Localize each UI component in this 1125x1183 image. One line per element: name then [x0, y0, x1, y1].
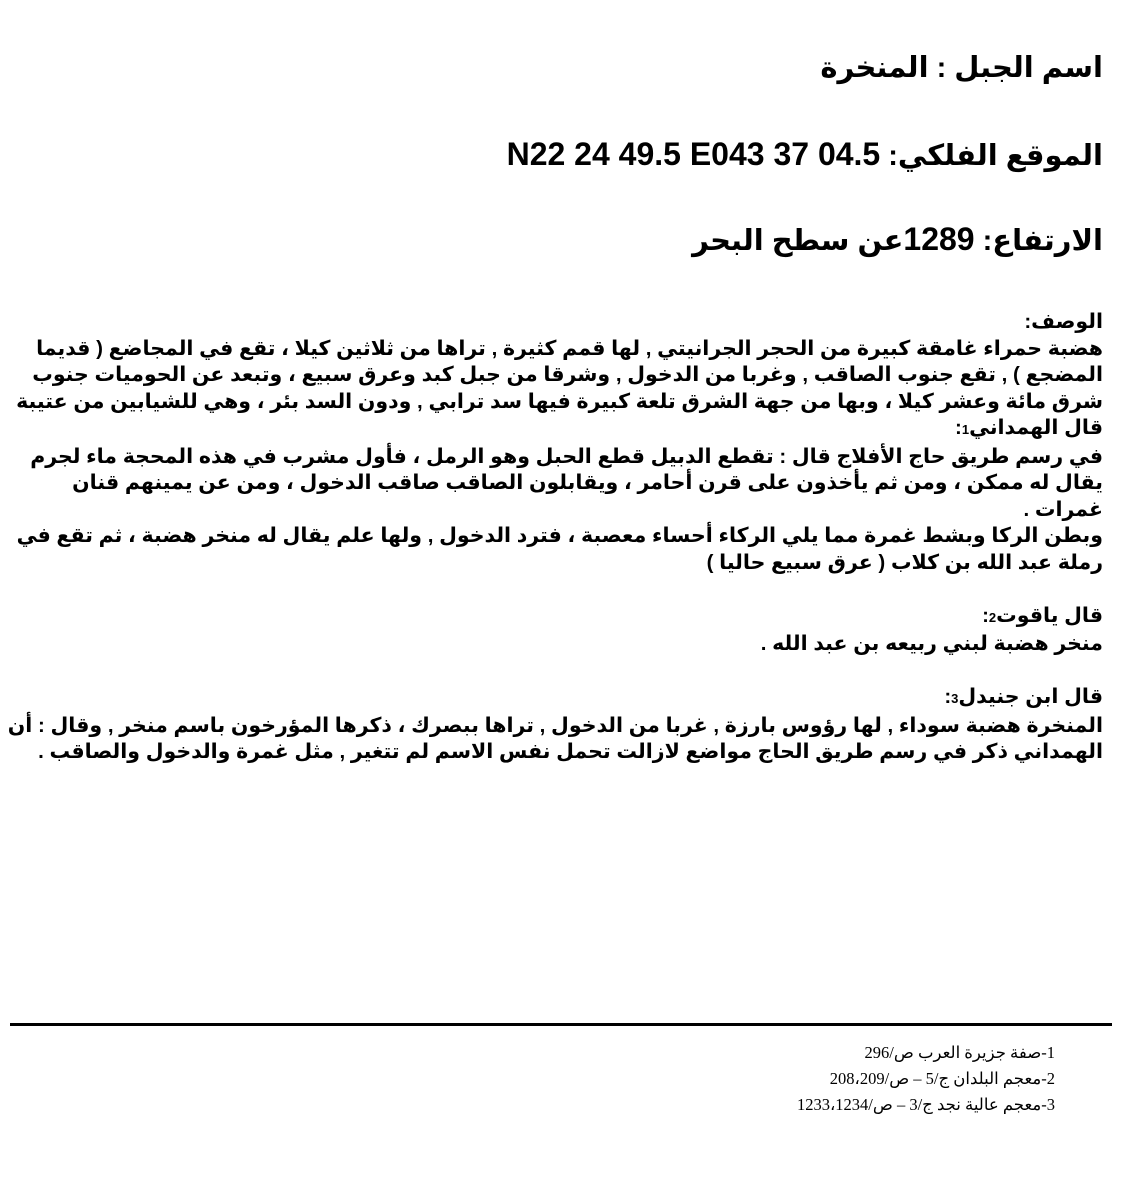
yaqut-label-colon: :: [982, 603, 989, 627]
yaqut-label: [2, 603, 1103, 632]
yaqut-ref: 2: [988, 609, 997, 625]
description-paragraph: هضبة حمراء غامقة كبيرة من الحجر الجرانيتي , لها قمم كثيرة , تراها من ثلاثين كيلا ، تقع في المجاضع ( قديما المضجع ) , تقع جنوب الصاقب , وغربا من الدخول , وشرقا من جبل كبد وعرق سبيع ، وتبعد عن الحوميات جنوب شرق مائة وعشر كيلا ، وبها من جهة الشرق تلعة كبيرة فيها سد ترابي , ودون السد بئر ، وهي للشيابين من عتيبة: [16, 336, 1103, 413]
hamdani-paragraph-1: في رسم طريق حاج الأفلاج قال : تقطع الدبيل قطع الحبل وهو الرمل ، فأول مشرب في هذه المحجة ماء لجرم يقال له ممكن ، ومن ثم يأخذون على قرن أحامر ، ويقابلون الصاقب صاقب الدخول ، ومن عن يمينهم قنان غمرات .: [30, 444, 1103, 521]
hamdani-label-text: قال الهمداني: [969, 416, 1103, 439]
coordinates-value: N22 24 49.5 E043 37 04.5: [506, 136, 881, 172]
ibn-junaidil-section: [2, 684, 1103, 766]
elevation-unit: عن سطح البحر: [692, 225, 904, 257]
hamdani-ref: 1: [961, 422, 970, 437]
footnotes: [400, 1040, 1055, 1118]
hamdani-label-colon: :: [955, 416, 962, 439]
footnote-1: 1-صفة جزيرة العرب ص/296: [864, 1043, 1055, 1062]
ibn-junaidil-label-colon: :: [944, 685, 952, 708]
elevation-value: 1289: [903, 221, 975, 257]
footnote-2: 2-معجم البلدان ج/5 – ص/208،209: [829, 1069, 1055, 1088]
description-heading: الوصف:: [1024, 310, 1103, 333]
elevation-heading: [20, 221, 1103, 259]
ibn-junaidil-label: [2, 684, 1103, 713]
hamdani-paragraph-2: وبطن الركا وبشط غمرة مما يلي الركاء أحساء معصبة ، فترد الدخول , ولها علم يقال له منخر هضبة ، ثم تقع في رملة عبد الله بن كلاب ( عرق سبيع حاليا ): [16, 524, 1103, 574]
mountain-name: المنخرة: [820, 52, 929, 84]
mountain-label: اسم الجبل :: [928, 52, 1103, 84]
hamdani-label: [2, 415, 1103, 444]
elevation-label: الارتفاع:: [974, 225, 1103, 257]
yaqut-paragraph: منخر هضبة لبني ربيعه بن عبد الله .: [760, 632, 1103, 655]
ibn-junaidil-ref: 3: [951, 691, 959, 706]
footnote-3: 3-معجم عالية نجد ج/3 – ص/1233،1234: [796, 1095, 1055, 1114]
yaqut-section: [2, 603, 1103, 658]
footnote-divider: [10, 1023, 1112, 1026]
coordinates-label: الموقع الفلكي:: [880, 140, 1103, 172]
ibn-junaidil-paragraph: المنخرة هضبة سوداء , لها رؤوس بارزة , غربا من الدخول , تراها ببصرك ، ذكرها المؤرخون باسم منخر , وقال : أن الهمداني ذكر في رسم طريق الحاج مواضع لازالت تحمل نفس الاسم لم تتغير , مثل غمرة والدخول والصاقب .: [7, 713, 1103, 763]
coordinates-heading: [20, 136, 1103, 174]
ibn-junaidil-label-text: قال ابن جنيدل: [958, 685, 1103, 708]
mountain-name-heading: [20, 50, 1103, 86]
yaqut-label-text: قال ياقوت: [996, 603, 1103, 627]
document-body: [2, 309, 1103, 766]
